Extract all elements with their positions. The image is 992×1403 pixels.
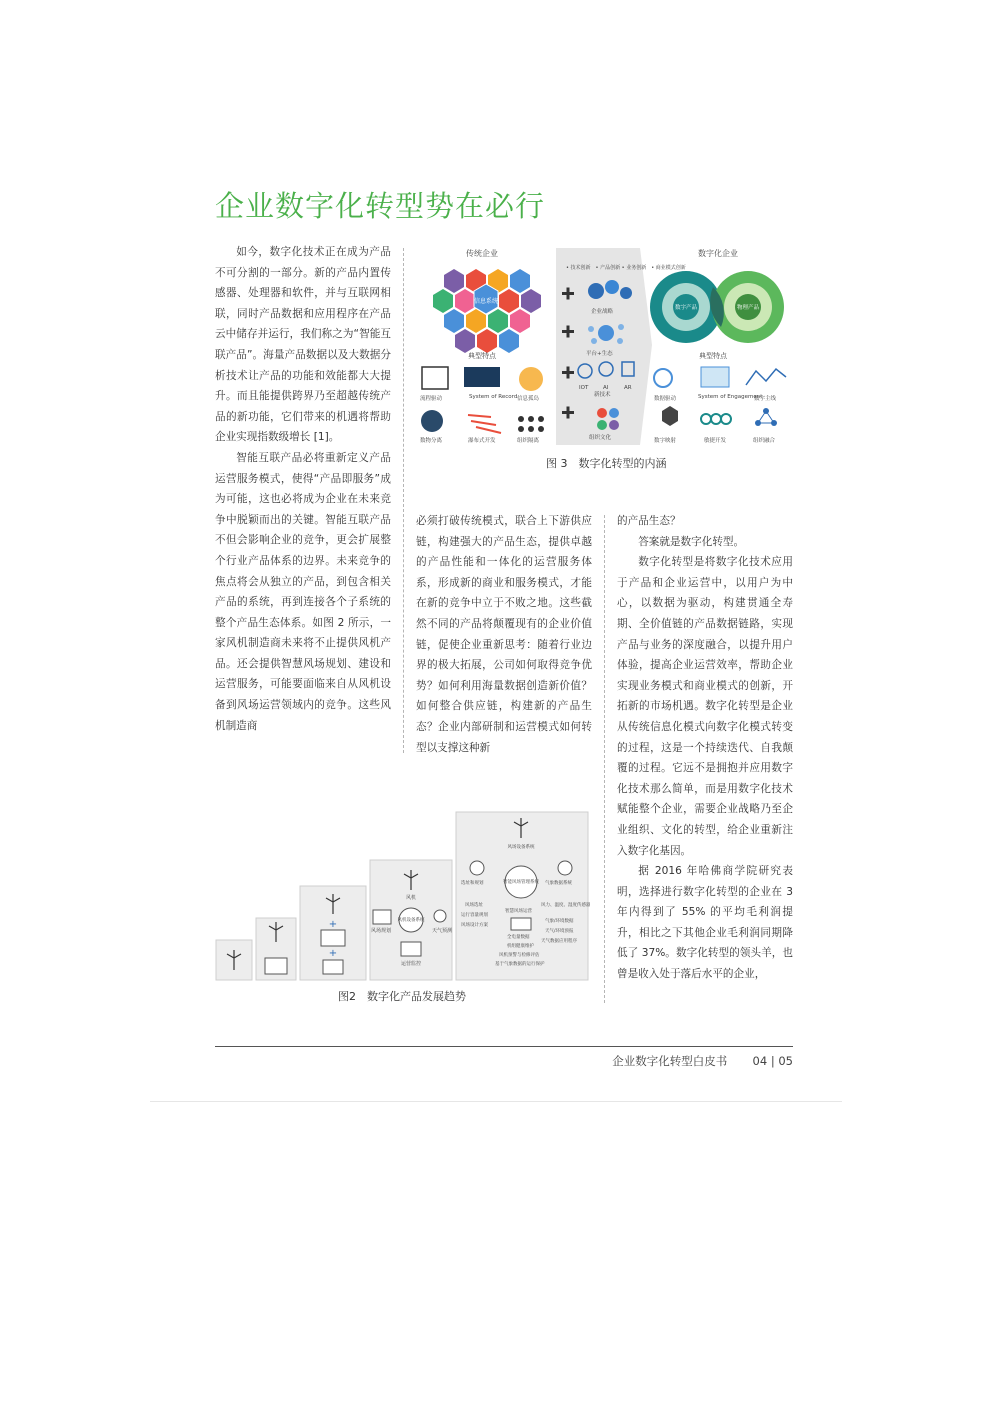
fig2-list-center: 风机预警与检修评估 <box>499 953 540 958</box>
fig3-right-icon-label: 数字映射 <box>654 438 677 444</box>
text-column-2 <box>416 511 592 758</box>
fig2-list-center: 机组健康维护 <box>507 944 534 949</box>
paragraph: 数字化转型是将数字化技术应用于产品和企业运营中，以用户为中心，以数据为驱动，构建贯通全寿期、全价值链的产品数据链路，实现产品与业务的深度融合，以提升用户体验，提高企业运营效率，帮助企业实现业务模式和商业模式的创新，开拓新的市场机遇。数字化转型是企业从传统信息化模式向数字化模式转变的过程，这是一个持续迭代、自我颠覆的过程。它远不是拥抱并应用数字化技术那么简单，而是用数字化技术赋能整个企业，需要企业战略乃至企业组织、文化的转型，给企业重新注入数字化基因。 <box>617 556 793 857</box>
fig3-left-icon-label: System of Record <box>469 394 518 400</box>
fig3-right-icon-label: System of Engagement <box>698 394 763 400</box>
fig3-left-icon-label: 信息孤岛 <box>517 396 540 402</box>
fig3-left-icon-label: 组织隔离 <box>517 438 540 444</box>
fig2-list-center: 全电量数据 <box>507 935 530 940</box>
fig3-left-icon-label: 流程驱动 <box>420 396 443 402</box>
column-divider <box>403 248 404 753</box>
fig3-right-left-circle: 数字产品 <box>674 305 698 311</box>
fig3-left-title: 传统企业 <box>466 249 498 258</box>
paragraph: 的产品生态？ <box>617 515 681 527</box>
fig3-right-icon-label: 数据驱动 <box>654 396 677 402</box>
org-fusion-icon <box>755 408 777 426</box>
paragraph: 必须打破传统模式，联合上下游供应链，构建强大的产品生态，提供卓越的产品性能和一体化的运营服务体系，形成新的商业和服务模式，才能在新的竞争中立于不败之地。这些截然不同的产品将颠覆现有的企业价值链，促使企业重新思考：随着行业边界的极大拓展，公司如何取得竞争优势？如何利用海量数据创造新价值？如何整合供应链，构建新的产品生态？企业内部研制和运营模式如何转型以支撑这种新 <box>416 515 592 754</box>
monitor-icon <box>265 958 287 974</box>
fig3-mid-label: AI <box>603 385 609 391</box>
fig2-list-right: 天气/环境预报 <box>545 929 574 934</box>
fig3-mid-label: IOT <box>579 385 589 391</box>
figure-2 <box>215 810 590 982</box>
figure-2-caption: 图2 数字化产品发展趋势 <box>338 990 466 1003</box>
figure-3 <box>416 245 794 451</box>
page-numbers: 04 | 05 <box>752 1054 793 1068</box>
fig3-typical-left: 典型特点 <box>468 352 496 360</box>
digital-mapping-icon <box>662 406 678 426</box>
fig2-step4-center: 风机设备系统 <box>397 918 425 923</box>
island-icon <box>519 367 543 391</box>
plus-icon: + <box>328 919 338 930</box>
fig3-left-icon-label: 数物分离 <box>420 438 443 444</box>
text-column-3 <box>617 511 793 985</box>
digital-thread-icon <box>746 369 786 385</box>
dashboard-icon <box>401 942 421 956</box>
map-icon <box>373 910 391 924</box>
footer-rule <box>215 1046 793 1047</box>
text-column-1 <box>215 242 391 736</box>
fig3-mid-notes: • 技术创新 • 产品创新 • 业务创新 • 商业模式创新 <box>566 265 686 271</box>
fig2-list-right: 天气数据应用程序 <box>541 939 577 944</box>
hexagon-cluster-icon <box>433 269 541 353</box>
agile-icon <box>701 414 731 424</box>
server-icon <box>464 367 500 387</box>
fig2-list-center: 智慧风场运营 <box>505 909 532 914</box>
waterfall-icon <box>468 415 501 433</box>
engagement-icon <box>701 367 729 387</box>
fig2-step5-left: 选址和规划 <box>461 881 484 886</box>
figure-3-caption: 图 3 数字化转型的内涵 <box>546 457 667 470</box>
fig2-list-left: 风场选址 <box>465 903 483 908</box>
footer-book-title: 企业数字化转型白皮书 <box>612 1054 728 1068</box>
flow-icon <box>422 367 448 389</box>
analytics-icon <box>511 918 531 930</box>
fig2-list-left: 运行容量规划 <box>461 913 488 918</box>
fig3-right-title: 数字化企业 <box>698 249 738 258</box>
fig2-step5-right: 气象数据系统 <box>545 881 572 886</box>
fig3-right-icon-label: 数字主线 <box>754 396 777 402</box>
fig2-step4-right: 天气预测 <box>432 928 453 934</box>
laptop-icon <box>323 960 343 974</box>
fig2-step5-center: 智能风场管理系统 <box>503 880 539 885</box>
split-icon <box>421 410 443 432</box>
fig2-step5-top: 风场设备系统 <box>507 845 535 850</box>
fig2-list-right: 风力、温度、湿度传感器 <box>541 903 590 908</box>
data-driven-icon <box>654 369 672 387</box>
fig3-mid-label: 平台+生态 <box>586 351 613 357</box>
fig3-mid-label: 新技术 <box>594 392 611 398</box>
paragraph: 据 2016 年哈佛商学院研究表明，选择进行数字化转型的企业在 3 年内得到了 55% 的平均毛利润提升，相比之下其他企业毛利润同期降低了 37%。数字化转型的领头羊，也曾是收入处于落后水平的企业， <box>617 865 793 981</box>
article-title: 企业数字化转型势在必行 <box>215 189 546 223</box>
people-icon <box>518 416 544 432</box>
page-edge-line <box>150 1101 842 1102</box>
fig3-left-center: 信息系统 <box>473 298 499 305</box>
digital-enterprise-circles-icon <box>650 271 784 343</box>
fig2-list-left: 风场设计方案 <box>461 923 488 928</box>
fig3-mid-label: AR <box>624 385 632 391</box>
paragraph: 答案就是数字化转型。 <box>638 535 745 548</box>
fig2-step4-left: 风场规划 <box>371 928 392 934</box>
plus-icon: + <box>328 948 338 959</box>
fig3-mid-label: 组织文化 <box>589 435 612 441</box>
fig3-right-icon-label: 组织融合 <box>753 438 776 444</box>
column-divider <box>604 515 605 1003</box>
fig2-list-center: 基于气象数据的运行保护 <box>495 962 545 967</box>
footer <box>612 1053 793 1069</box>
chart-icon <box>321 930 345 946</box>
location-icon <box>470 861 484 875</box>
fig3-left-icon-label: 瀑布式开发 <box>468 438 496 444</box>
fig3-typical-right: 典型特点 <box>699 352 727 360</box>
fig2-step4-bottom: 运营监控 <box>400 961 422 967</box>
fig2-step4-top: 风机 <box>405 895 417 901</box>
paragraph: 智能互联产品必将重新定义产品运营服务模式，使得“产品即服务”成为可能，这也必将成为企业在未来竞争中脱颖而出的关键。智能互联产品不但会影响企业的竞争，更会扩展整个行业产品体系的边界。未来竞争的焦点将会从独立的产品，到包含相关产品的系统，再到连接各个子系统的整个产品生态体系。如图 2 所示，一家风机制造商未来将不止提供风机产品。还会提供智慧风场规划、建设和运营服务，可能要面临来自从风机设备到风场运营领域内的竞争。这些风机制造商 <box>215 451 391 732</box>
fig3-right-icon-label: 敏捷开发 <box>704 438 727 444</box>
fig3-right-right-circle: 物理产品 <box>736 305 760 311</box>
fig3-mid-label: 企业战略 <box>591 309 614 315</box>
fig2-list-right: 气象/环境数据 <box>545 919 574 924</box>
cloud-icon <box>558 861 572 875</box>
weather-icon <box>434 910 446 922</box>
paragraph: 如今，数字化技术正在成为产品不可分割的一部分。新的产品内置传感器、处理器和软件，并与互联网相联，同时产品数据和应用程序在产品云中储存并运行，我们称之为“智能互联产品”。海量产品数据以及大数据分析技术让产品的功能和效能都大大提升。而且能提供跨界乃至超越传统产品的新功能，它们带来的机遇将帮助企业实现指数级增长 [1]。 <box>215 246 391 444</box>
